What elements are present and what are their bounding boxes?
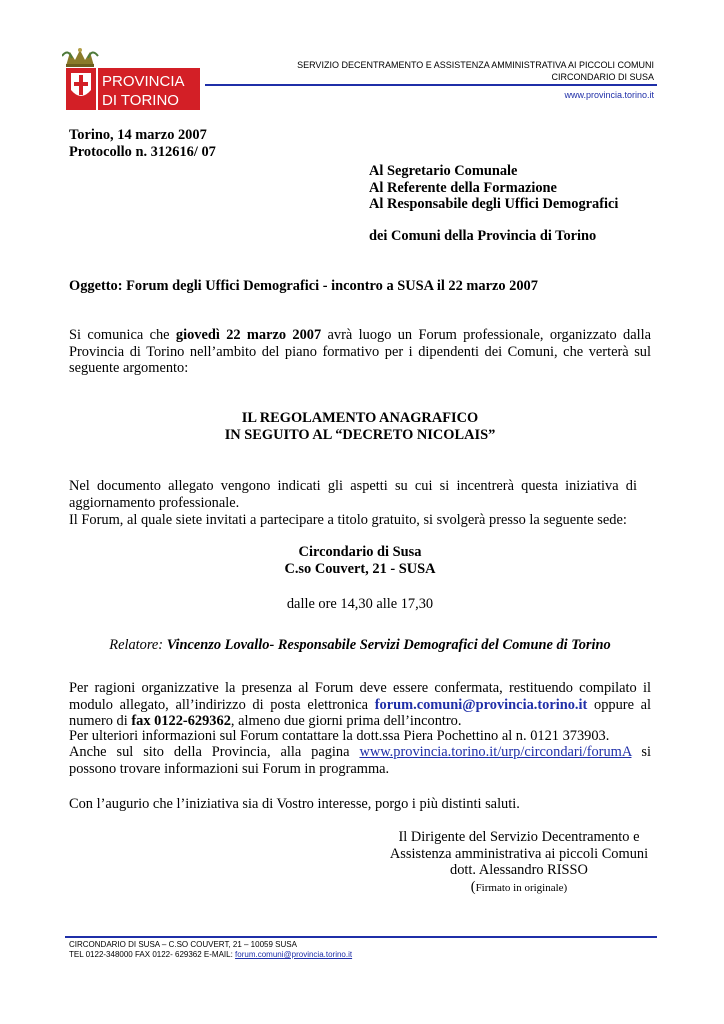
footer-divider (65, 936, 657, 938)
logo-line2: DI TORINO (102, 92, 179, 109)
header-divider (205, 84, 657, 86)
signatory-name: dott. Alessandro RISSO (450, 862, 588, 878)
event-date: giovedì 22 marzo 2007 (175, 327, 322, 343)
recipients (369, 163, 669, 213)
provincia-di-torino-logo (62, 46, 202, 112)
paragraph-confirmation: Per ragioni organizzative la presenza al Forum deve essere confermata, restituendo compilato il modulo allegato, all’indirizzo di posta elettronica forum.comuni@provincia.torino.it oppure al numero di fax 0122-629362, almeno due giorni prima dell’incontro. (69, 680, 652, 729)
venue: Circondario di Susa C.so Couvert, 21 - SUSA (284, 544, 436, 577)
recipient-item: Al Responsabile degli Uffici Demografici (369, 196, 619, 212)
logo-line1: PROVINCIA (102, 73, 185, 90)
subject-line: Oggetto: Forum degli Uffici Demografici - incontro a SUSA il 22 marzo 2007 (69, 278, 538, 294)
footer-email-link[interactable]: forum.comuni@provincia.torino.it (235, 950, 353, 959)
fax-number: fax 0122-629362 (131, 713, 231, 729)
schedule: dalle ore 14,30 alle 17,30 (286, 596, 434, 612)
paragraph-intro: Si comunica che giovedì 22 marzo 2007 avrà luogo un Forum professionale, organizzato dalla Provincia di Torino nell’ambito del piano formativo per i dipendenti dei Comuni, che verterà sul seguente argomento: (69, 327, 651, 376)
recipients-comuni: dei Comuni della Provincia di Torino (369, 228, 597, 244)
signed-note: Firmato in originale) (475, 881, 568, 894)
recipient-item: Al Segretario Comunale (369, 163, 518, 179)
paragraph-document: Nel documento allegato vengono indicati gli aspetti su cui si incentrerà questa iniziativa di aggiornamento professionale. (69, 478, 637, 511)
speaker: Relatore: Vincenzo Lovallo- Responsabile Servizi Demografici del Comune di Torino (109, 637, 611, 653)
closing-greeting: Con l’augurio che l’iniziativa sia di Vostro interesse, porgo i più distinti saluti. (69, 796, 520, 812)
paragraph-website: Anche sul sito della Provincia, alla pagina www.provincia.torino.it/urp/circondari/forumA si possono trovare informazioni sui Forum in programma. (69, 744, 651, 777)
forum-page-link[interactable]: www.provincia.torino.it/urp/circondari/forumA (359, 744, 632, 760)
header-url[interactable]: www.provincia.torino.it (564, 90, 654, 100)
topic-title: IL REGOLAMENTO ANAGRAFICO IN SEGUITO AL “DECRETO NICOLAIS” (224, 410, 496, 443)
letter-date: Torino, 14 marzo 2007 (69, 127, 207, 143)
office-subname: CIRCONDARIO DI SUSA (551, 72, 654, 82)
crown-icon (62, 48, 98, 67)
paragraph-info: Per ulteriori informazioni sul Forum contattare la dott.ssa Piera Pochettino al n. 0121 373903. (69, 728, 610, 744)
protocol-number: Protocollo n. 312616/ 07 (69, 143, 216, 160)
signature-block: Il Dirigente del Servizio Decentramento e Assistenza amministrativa ai piccoli Comuni dott. Alessandro RISSO (Firmato in originale) (369, 829, 669, 896)
footer-contacts: TEL 0122-348000 FAX 0122- 629362 E-MAIL: forum.comuni@provincia.torino.it (69, 950, 353, 959)
footer-address: CIRCONDARIO DI SUSA – C.SO COUVERT, 21 – 10059 SUSA (69, 940, 297, 949)
speaker-name: Vincenzo Lovallo- Responsabile Servizi Demografici del Comune di Torino (166, 637, 611, 653)
email-link[interactable]: forum.comuni@provincia.torino.it (374, 696, 588, 713)
recipient-item: Al Referente della Formazione (369, 179, 557, 196)
date-block (69, 127, 369, 160)
shield-icon (66, 68, 96, 110)
paragraph-venue-intro: Il Forum, al quale siete invitati a partecipare a titolo gratuito, si svolgerà presso la seguente sede: (69, 512, 627, 528)
office-name: SERVIZIO DECENTRAMENTO E ASSISTENZA AMMINISTRATIVA AI PICCOLI COMUNI (297, 60, 654, 70)
